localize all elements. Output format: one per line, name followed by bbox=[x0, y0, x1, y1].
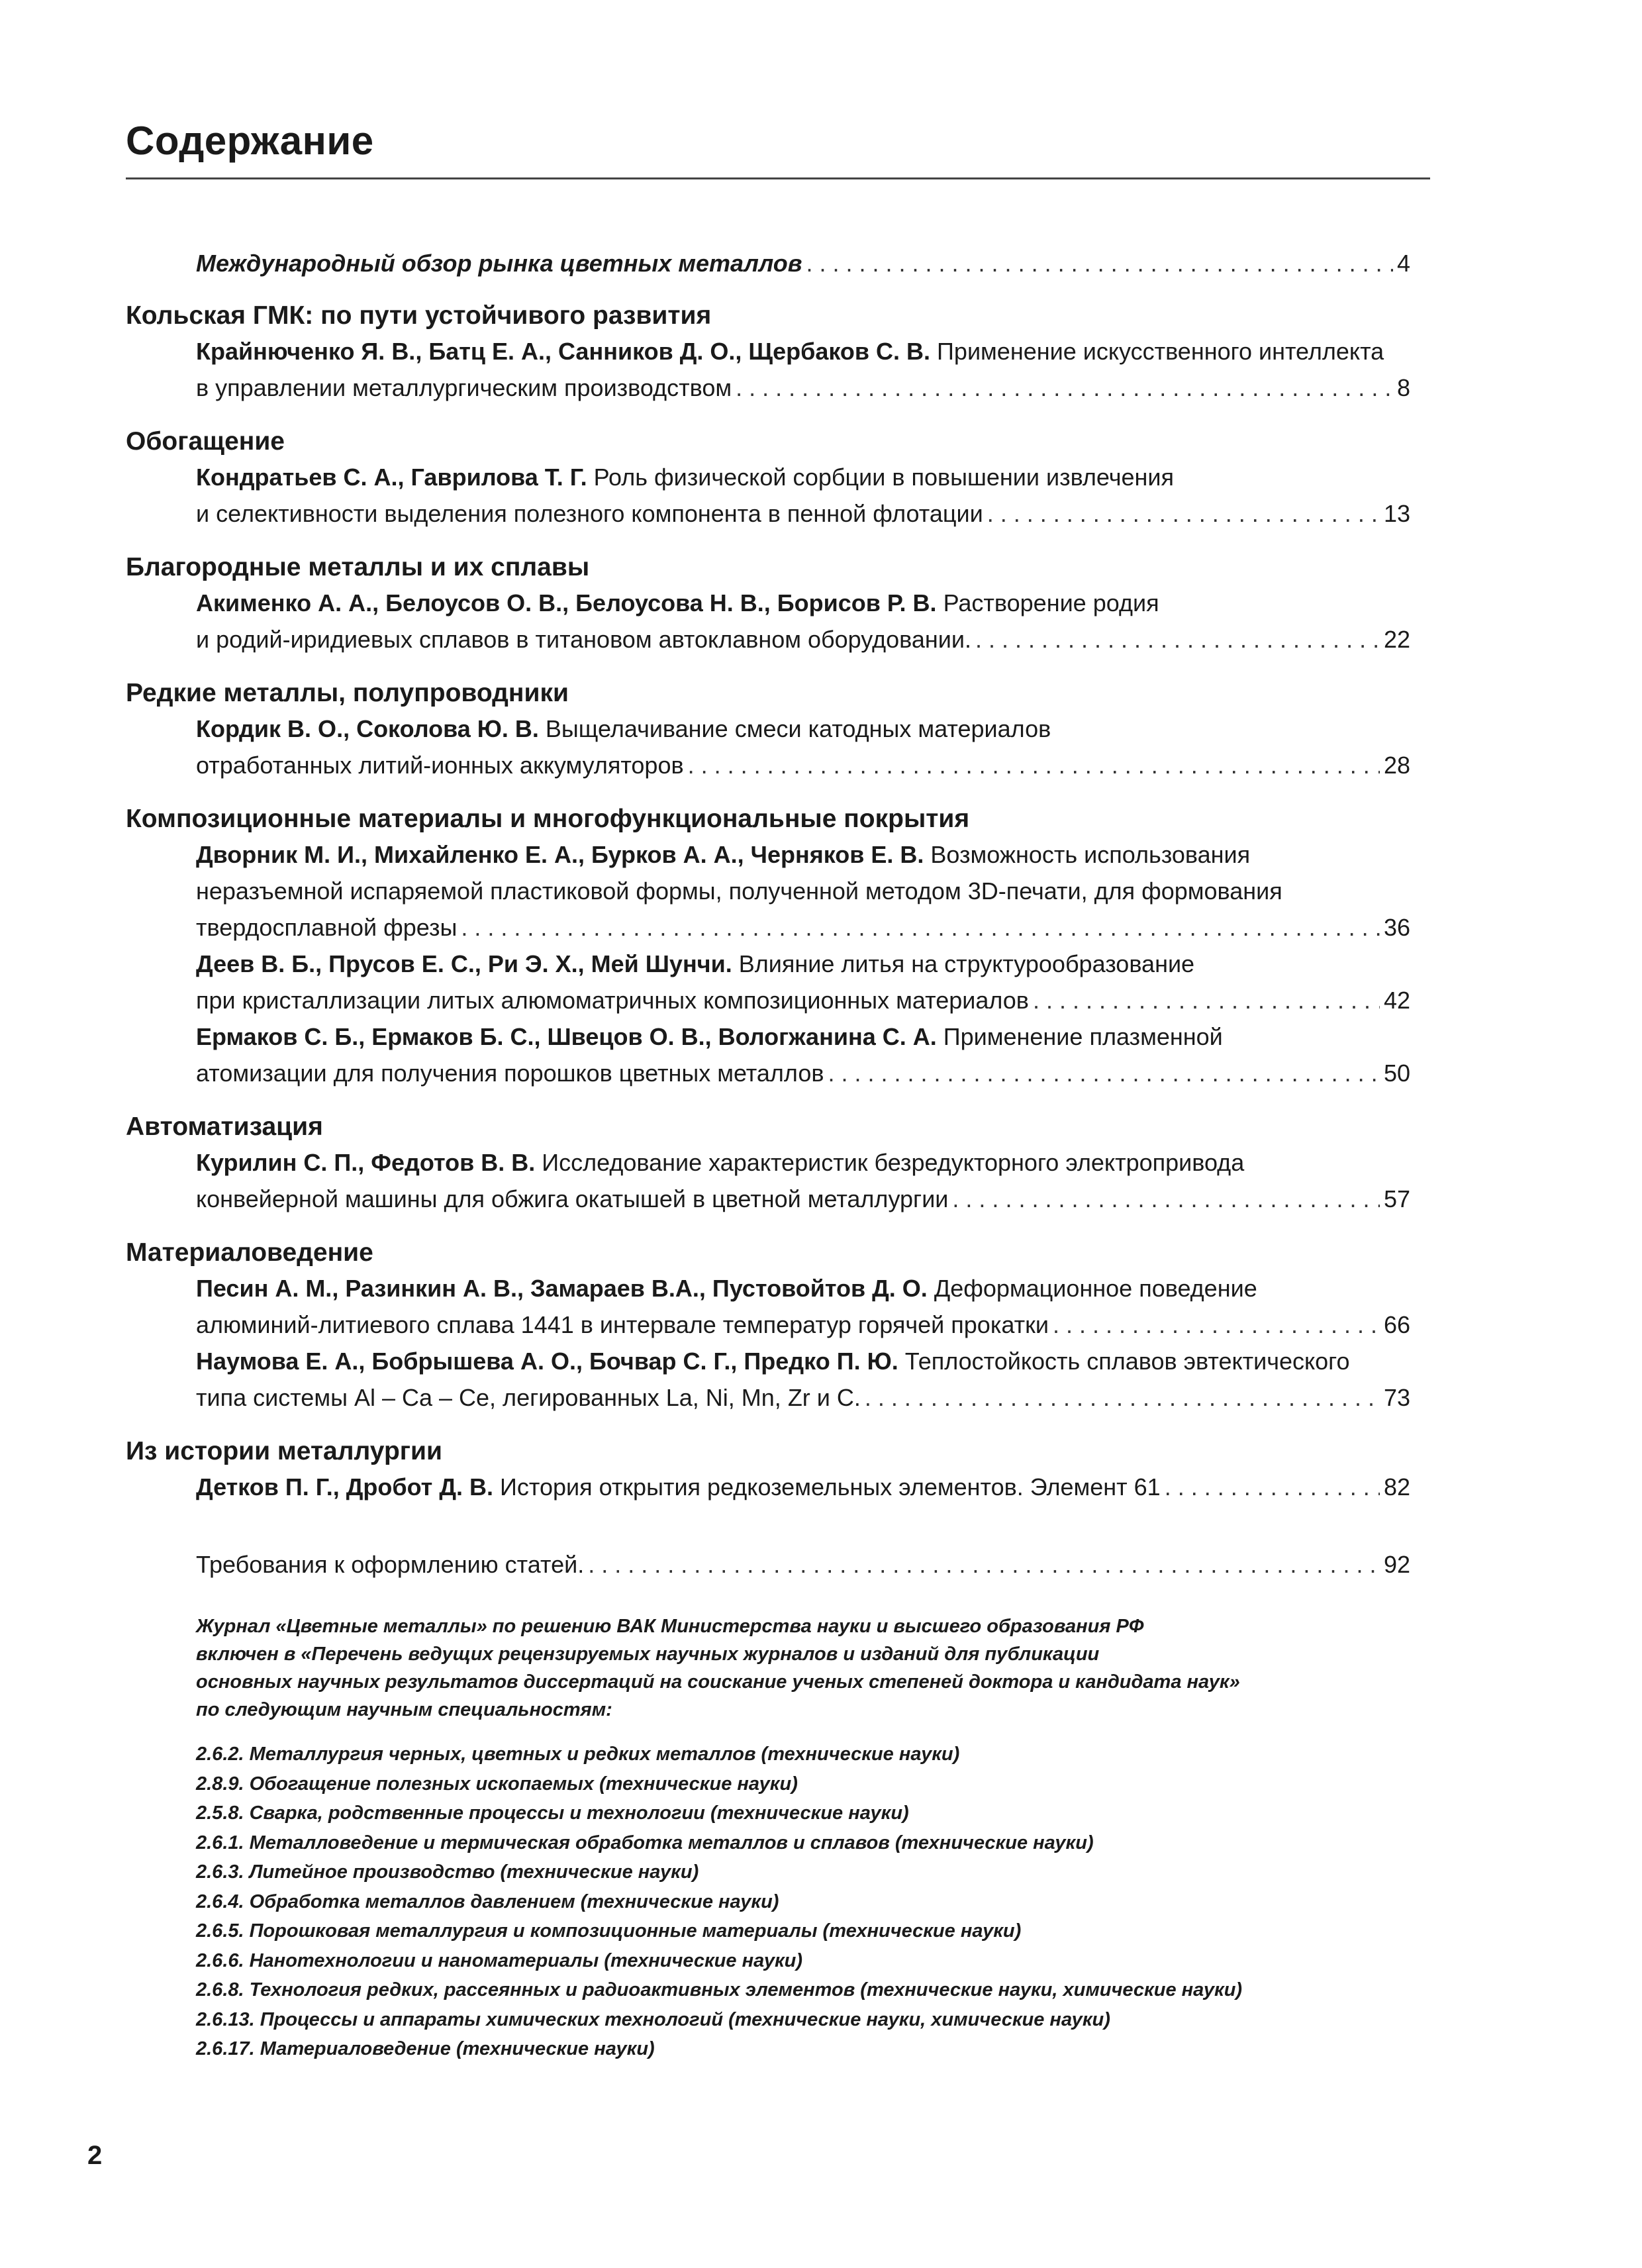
entry-title: в управлении металлургическим производством bbox=[196, 374, 732, 401]
entry-line bbox=[196, 1018, 1410, 1055]
entry-line-text bbox=[196, 747, 684, 783]
entry-line bbox=[196, 1055, 1410, 1091]
specialty-item: 2.6.4. Обработка металлов давлением (технические науки) bbox=[196, 1891, 779, 1912]
title-rule bbox=[126, 177, 1430, 179]
entry-title: Применение искусственного интеллекта bbox=[937, 338, 1384, 365]
entry-authors: Кондратьев С. А., Гаврилова Т. Г. bbox=[196, 464, 587, 491]
entry-line bbox=[196, 1181, 1410, 1217]
section-title: Кольская ГМК: по пути устойчивого развития bbox=[126, 301, 712, 330]
entry-line bbox=[196, 1379, 1410, 1416]
entry-line bbox=[196, 1343, 1410, 1379]
entry-title: Возможность использования bbox=[930, 841, 1251, 868]
section-title: Материаловедение bbox=[126, 1238, 373, 1267]
page-title: Содержание bbox=[126, 119, 374, 163]
section-title: Композиционные материалы и многофункциональные покрытия bbox=[126, 805, 970, 833]
entry-line-text bbox=[196, 1018, 1223, 1055]
entry-page-number: 50 bbox=[1383, 1060, 1410, 1087]
section-title: Благородные металлы и их сплавы bbox=[126, 553, 590, 581]
specialty-item: 2.6.5. Порошковая металлургия и композиционные материалы (технические науки) bbox=[196, 1920, 1022, 1942]
toc-entry[interactable] bbox=[196, 1343, 1410, 1416]
entry-page-number: 22 bbox=[1383, 626, 1410, 653]
entry-page-number: 82 bbox=[1383, 1473, 1410, 1501]
entry-line-text bbox=[196, 1343, 1350, 1379]
entry-line bbox=[196, 495, 1410, 532]
note-line: включен в «Перечень ведущих рецензируемых научных журналов и изданий для публикации bbox=[196, 1644, 1100, 1665]
toc-entry[interactable] bbox=[196, 585, 1410, 658]
entry-line-text bbox=[196, 495, 983, 532]
dot-leader bbox=[975, 621, 1380, 658]
entry-line bbox=[196, 333, 1410, 370]
entry-line-text bbox=[196, 1469, 1161, 1505]
entry-line-text bbox=[196, 1379, 861, 1416]
dot-leader bbox=[828, 1055, 1379, 1091]
specialty-item: 2.6.3. Литейное производство (технические науки) bbox=[196, 1861, 699, 1883]
entry-title: Влияние литья на структурообразование bbox=[738, 950, 1195, 977]
entry-title: отработанных литий-ионных аккумуляторов bbox=[196, 752, 684, 779]
entry-authors: Ермаков С. Б., Ермаков Б. С., Швецов О. В., Вологжанина С. А. bbox=[196, 1023, 937, 1050]
entry-line-text bbox=[196, 1144, 1244, 1181]
dot-leader bbox=[1033, 982, 1380, 1018]
dot-leader bbox=[1165, 1469, 1380, 1505]
table-of-contents bbox=[126, 245, 1410, 1583]
entry-line bbox=[196, 370, 1410, 406]
toc-section bbox=[126, 1110, 1410, 1217]
page-number: 2 bbox=[87, 2141, 103, 2170]
entry-title: твердосплавной фрезы bbox=[196, 914, 458, 941]
section-title: Обогащение bbox=[126, 427, 285, 456]
entry-line-text bbox=[196, 333, 1384, 370]
dot-leader bbox=[588, 1546, 1380, 1583]
entry-line-text bbox=[196, 585, 1159, 621]
entry-line bbox=[196, 1144, 1410, 1181]
vak-note bbox=[196, 1612, 1401, 2064]
entry-title: Международный обзор рынка цветных металлов bbox=[196, 250, 802, 277]
entry-line-text bbox=[196, 459, 1174, 495]
toc-section bbox=[126, 424, 1410, 532]
dot-leader bbox=[736, 370, 1393, 406]
entry-line-text bbox=[196, 1181, 948, 1217]
entry-line-text bbox=[196, 873, 1282, 909]
entry-page-number: 13 bbox=[1383, 500, 1410, 527]
entry-line bbox=[196, 836, 1410, 873]
entry-title: Теплостойкость сплавов эвтектического bbox=[904, 1348, 1350, 1375]
dot-leader bbox=[688, 747, 1380, 783]
toc-entry[interactable] bbox=[196, 1270, 1410, 1343]
entry-authors: Кордик В. О., Соколова Ю. В. bbox=[196, 715, 539, 742]
entry-title: Требования к оформлению статей. bbox=[196, 1551, 585, 1578]
entry-line-text bbox=[196, 370, 732, 406]
entry-title: типа системы Al – Ca – Ce, легированных La, Ni, Mn, Zr и C. bbox=[196, 1384, 861, 1411]
toc-entry-intro[interactable] bbox=[196, 245, 1410, 281]
toc-entry[interactable] bbox=[196, 333, 1410, 406]
entry-title: Роль физической сорбции в повышении извлечения bbox=[593, 464, 1175, 491]
entry-line bbox=[196, 1469, 1410, 1505]
specialty-item: 2.6.13. Процессы и аппараты химических технологий (технические науки, химические науки) bbox=[196, 2008, 1110, 2030]
entry-title: при кристаллизации литых алюмоматричных композиционных материалов bbox=[196, 987, 1029, 1014]
entry-line bbox=[196, 1270, 1410, 1307]
specialty-item: 2.6.8. Технология редких, рассеянных и радиоактивных элементов (технические науки, химические науки) bbox=[196, 1979, 1243, 2000]
dot-leader bbox=[865, 1379, 1380, 1416]
entry-line-text bbox=[196, 1307, 1049, 1343]
specialty-item: 2.6.6. Нанотехнологии и наноматериалы (технические науки) bbox=[196, 1949, 803, 1971]
toc-entry[interactable] bbox=[196, 711, 1410, 783]
entry-line bbox=[196, 585, 1410, 621]
entry-line bbox=[196, 459, 1410, 495]
specialties-list bbox=[196, 1740, 1401, 2064]
toc-entry[interactable] bbox=[196, 1018, 1410, 1091]
entry-page-number: 8 bbox=[1396, 374, 1410, 401]
entry-title: История открытия редкоземельных элементов. Элемент 61 bbox=[499, 1473, 1161, 1501]
toc-section bbox=[126, 676, 1410, 783]
entry-authors: Акименко А. А., Белоусов О. В., Белоусова Н. В., Борисов Р. В. bbox=[196, 589, 937, 616]
entry-title: Растворение родия bbox=[943, 589, 1159, 616]
entry-page-number: 73 bbox=[1383, 1384, 1410, 1411]
specialty-item: 2.6.1. Металловедение и термическая обработка металлов и сплавов (технические науки) bbox=[196, 1832, 1094, 1853]
toc-section bbox=[126, 802, 1410, 1091]
entry-authors: Дворник М. И., Михайленко Е. А., Бурков А. А., Черняков Е. В. bbox=[196, 841, 924, 868]
note-line: по следующим научным специальностям: bbox=[196, 1699, 612, 1720]
entry-title: Применение плазменной bbox=[943, 1023, 1223, 1050]
entry-page-number: 36 bbox=[1383, 914, 1410, 941]
section-title: Автоматизация bbox=[126, 1112, 323, 1141]
entry-authors: Наумова Е. А., Бобрышева А. О., Бочвар С. Г., Предко П. Ю. bbox=[196, 1348, 898, 1375]
toc-entry[interactable] bbox=[196, 836, 1410, 946]
entry-line bbox=[196, 909, 1410, 946]
entry-line-text bbox=[196, 711, 1051, 747]
toc-section bbox=[126, 1236, 1410, 1416]
entry-line bbox=[196, 982, 1410, 1018]
entry-line-text bbox=[196, 946, 1194, 982]
entry-line-text bbox=[196, 621, 971, 658]
specialty-item: 2.6.17. Материаловедение (технические науки) bbox=[196, 2038, 655, 2059]
entry-title: Исследование характеристик безредукторного электропривода bbox=[542, 1149, 1245, 1176]
section-title: Из истории металлургии bbox=[126, 1437, 442, 1465]
toc-entry[interactable] bbox=[196, 1469, 1410, 1505]
entry-title: атомизации для получения порошков цветных металлов bbox=[196, 1060, 824, 1087]
dot-leader bbox=[1053, 1307, 1380, 1343]
toc-section bbox=[126, 1434, 1410, 1505]
entry-line bbox=[196, 711, 1410, 747]
entry-line bbox=[196, 747, 1410, 783]
note-line: основных научных результатов диссертаций на соискание ученых степеней доктора и кандидата наук» bbox=[196, 1671, 1240, 1693]
entry-page-number: 42 bbox=[1383, 987, 1410, 1014]
specialty-item: 2.6.2. Металлургия черных, цветных и редких металлов (технические науки) bbox=[196, 1744, 960, 1765]
entry-title: алюминий-литиевого сплава 1441 в интервале температур горячей прокатки bbox=[196, 1311, 1049, 1338]
specialty-item: 2.5.8. Сварка, родственные процессы и технологии (технические науки) bbox=[196, 1802, 909, 1824]
toc-entry[interactable] bbox=[196, 459, 1410, 532]
toc-entry[interactable] bbox=[196, 1144, 1410, 1217]
entry-page-number: 28 bbox=[1383, 752, 1410, 779]
entry-line bbox=[196, 873, 1410, 909]
toc-entry[interactable] bbox=[196, 946, 1410, 1018]
entry-line-text bbox=[196, 982, 1029, 1018]
toc-section bbox=[126, 550, 1410, 658]
dot-leader bbox=[461, 909, 1380, 946]
entry-line bbox=[196, 621, 1410, 658]
entry-authors: Курилин С. П., Федотов В. В. bbox=[196, 1149, 536, 1176]
entry-authors: Детков П. Г., Дробот Д. В. bbox=[196, 1473, 493, 1501]
entry-page-number: 4 bbox=[1396, 250, 1410, 277]
toc-section bbox=[126, 299, 1410, 406]
entry-line bbox=[196, 1307, 1410, 1343]
entry-line-text bbox=[196, 1055, 824, 1091]
entry-title: Выщелачивание смеси катодных материалов bbox=[545, 715, 1051, 742]
dot-leader bbox=[987, 495, 1380, 532]
entry-page-number: 57 bbox=[1383, 1185, 1410, 1212]
entry-line-text bbox=[196, 1270, 1257, 1307]
entry-authors: Крайнюченко Я. В., Батц Е. А., Санников Д. О., Щербаков С. В. bbox=[196, 338, 931, 365]
vak-note-intro bbox=[196, 1612, 1401, 1724]
entry-page-number: 92 bbox=[1383, 1551, 1410, 1578]
section-title: Редкие металлы, полупроводники bbox=[126, 679, 569, 707]
specialty-item: 2.8.9. Обогащение полезных ископаемых (технические науки) bbox=[196, 1773, 798, 1795]
entry-line bbox=[196, 946, 1410, 982]
entry-line-text bbox=[196, 909, 457, 946]
entry-authors: Деев В. Б., Прусов Е. С., Ри Э. Х., Мей Шунчи. bbox=[196, 950, 732, 977]
entry-title: и родий-иридиевых сплавов в титановом автоклавном оборудовании. bbox=[196, 626, 971, 653]
entry-title: и селективности выделения полезного компонента в пенной флотации bbox=[196, 500, 983, 527]
toc-entry-requirements[interactable] bbox=[196, 1546, 1410, 1583]
entry-authors: Песин А. М., Разинкин А. В., Замараев В.А., Пустовойтов Д. О. bbox=[196, 1275, 928, 1302]
entry-line-text bbox=[196, 836, 1250, 873]
dot-leader bbox=[806, 245, 1393, 281]
entry-title: Деформационное поведение bbox=[934, 1275, 1257, 1302]
dot-leader bbox=[952, 1181, 1380, 1217]
entry-title: конвейерной машины для обжига окатышей в цветной металлургии bbox=[196, 1185, 949, 1212]
entry-page-number: 66 bbox=[1383, 1311, 1410, 1338]
note-line: Журнал «Цветные металлы» по решению ВАК Министерства науки и высшего образования РФ bbox=[196, 1616, 1144, 1637]
entry-title: неразъемной испаряемой пластиковой формы, полученной методом 3D-печати, для формования bbox=[196, 877, 1282, 905]
